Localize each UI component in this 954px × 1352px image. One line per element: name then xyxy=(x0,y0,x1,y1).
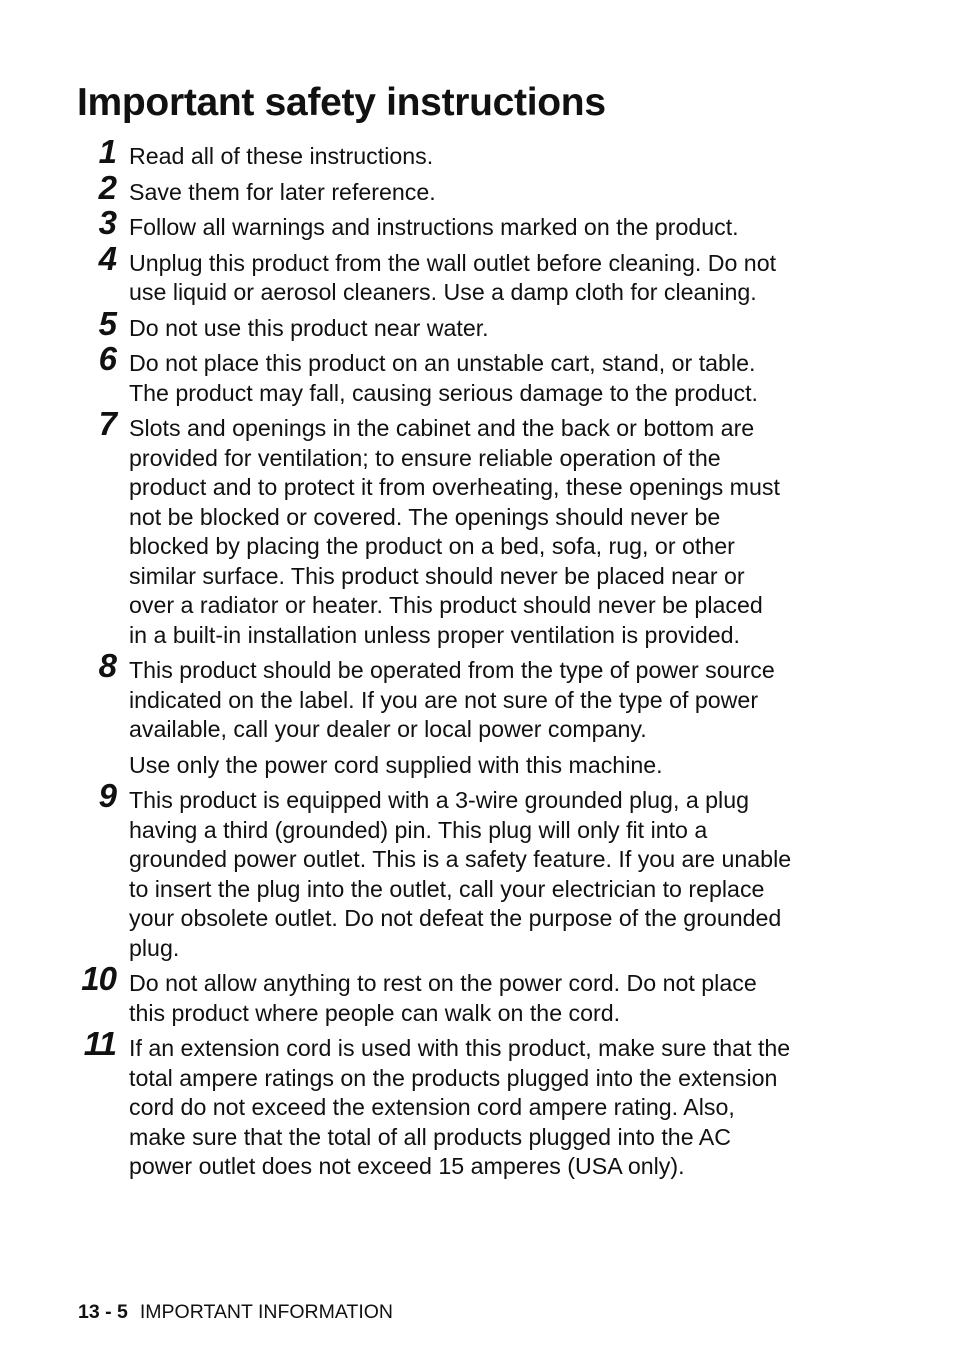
instruction-item xyxy=(0,168,829,208)
step-number: 10 xyxy=(81,960,116,997)
instruction-line: Use only the power cord supplied with this machine. xyxy=(129,751,663,778)
step-number: 7 xyxy=(98,405,116,442)
instruction-line: provided for ventilation; to ensure reliable operation of the xyxy=(129,444,721,471)
instruction-text xyxy=(129,349,829,408)
instruction-text xyxy=(129,142,829,172)
instruction-line: product and to protect it from overheating, these openings must xyxy=(129,474,780,500)
instruction-text xyxy=(129,314,829,344)
instruction-line: not be blocked or covered. The openings should never be xyxy=(129,503,721,530)
instruction-line: Save them for later reference. xyxy=(129,178,436,205)
instruction-line: plug. xyxy=(129,934,180,961)
step-number: 6 xyxy=(98,340,116,377)
instruction-line: having a third (grounded) pin. This plug will only fit into a xyxy=(129,816,708,843)
instruction-line: this product where people can walk on the cord. xyxy=(129,999,621,1026)
step-number: 8 xyxy=(98,647,116,684)
instruction-text xyxy=(129,414,829,650)
instruction-item xyxy=(0,304,829,344)
instruction-line: Slots and openings in the cabinet and the back or bottom are xyxy=(129,415,755,441)
instruction-line: This product is equipped with a 3-wire grounded plug, a plug xyxy=(129,787,750,813)
instruction-line: Unplug this product from the wall outlet before cleaning. Do not xyxy=(129,249,777,276)
step-number: 11 xyxy=(83,1025,116,1062)
instruction-text xyxy=(129,656,829,745)
instruction-line: power outlet does not exceed 15 amperes (USA only). xyxy=(129,1153,685,1179)
instruction-text xyxy=(129,178,829,208)
instruction-line: over a radiator or heater. This product should never be placed xyxy=(129,592,763,618)
instruction-line: to insert the plug into the outlet, call your electrician to replace xyxy=(129,875,765,902)
instruction-line: total ampere ratings on the products plugged into the extension xyxy=(129,1064,778,1091)
instruction-line: blocked by placing the product on a bed, sofa, rug, or other xyxy=(129,533,735,559)
instruction-text xyxy=(129,969,829,1028)
instruction-line: Read all of these instructions. xyxy=(129,143,434,169)
instruction-item xyxy=(0,1025,829,1182)
page-title: Important safety instructions xyxy=(77,81,606,124)
instruction-line: The product may fall, causing serious damage to the product. xyxy=(129,379,758,406)
instruction-line: use liquid or aerosol cleaners. Use a damp cloth for cleaning. xyxy=(129,279,757,305)
instruction-line: your obsolete outlet. Do not defeat the purpose of the grounded xyxy=(129,905,782,931)
instruction-line: indicated on the label. If you are not sure of the type of power xyxy=(129,686,759,713)
instruction-item xyxy=(0,239,829,308)
step-number: 3 xyxy=(98,204,116,241)
instruction-line: cord do not exceed the extension cord ampere rating. Also, xyxy=(129,1094,735,1120)
step-number: 1 xyxy=(98,133,116,170)
step-number: 9 xyxy=(98,777,116,814)
step-number: 2 xyxy=(98,168,116,206)
instruction-text xyxy=(129,213,829,243)
instruction-text xyxy=(129,1034,829,1182)
instruction-text xyxy=(129,786,829,963)
instruction-line: This product should be operated from the type of power source xyxy=(129,657,775,683)
instruction-line: Do not place this product on an unstable cart, stand, or table. xyxy=(129,350,756,376)
instruction-item xyxy=(0,960,829,1028)
instruction-item xyxy=(0,133,829,172)
instruction-line: Follow all warnings and instructions marked on the product. xyxy=(129,214,739,240)
page-number: 13 - 5 xyxy=(78,1301,128,1323)
instruction-line: If an extension cord is used with this product, make sure that the xyxy=(129,1035,791,1061)
instruction-line: similar surface. This product should never be placed near or xyxy=(129,562,745,589)
page-footer xyxy=(78,1300,393,1324)
instruction-item xyxy=(0,777,829,963)
instruction-line: Do not use this product near water. xyxy=(129,314,489,341)
instruction-line: grounded power outlet. This is a safety feature. If you are unable xyxy=(129,846,792,872)
instruction-line: in a built-in installation unless proper ventilation is provided. xyxy=(129,621,740,648)
section-name: IMPORTANT INFORMATION xyxy=(139,1301,394,1323)
instruction-text xyxy=(129,751,829,781)
instruction-item xyxy=(0,405,829,650)
instruction-item xyxy=(0,204,829,243)
instruction-item xyxy=(0,647,829,780)
step-number: 5 xyxy=(98,304,116,342)
instruction-list xyxy=(0,133,954,1188)
instruction-line: Do not allow anything to rest on the power cord. Do not place xyxy=(129,970,757,996)
step-number: 4 xyxy=(98,239,116,277)
instruction-text xyxy=(129,249,829,308)
instruction-line: available, call your dealer or local power company. xyxy=(129,716,647,742)
instruction-line: make sure that the total of all products plugged into the AC xyxy=(129,1123,731,1150)
instruction-item xyxy=(0,340,829,408)
